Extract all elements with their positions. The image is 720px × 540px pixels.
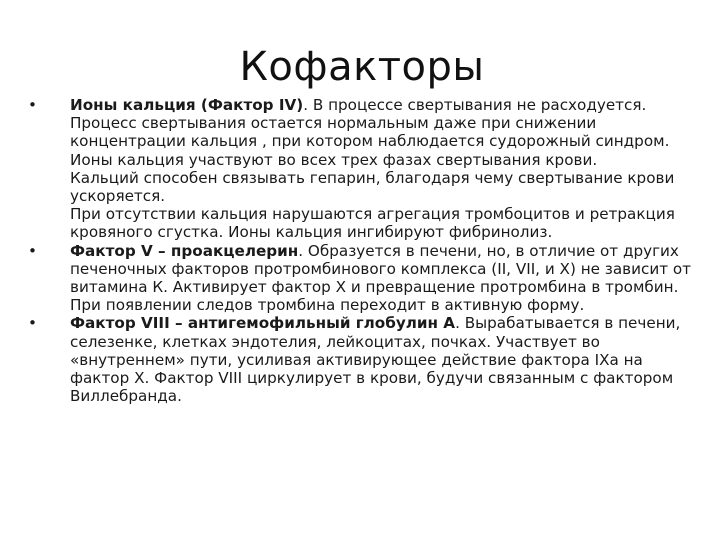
bullet-heading: Ионы кальция (Фактор IV) — [70, 96, 304, 114]
bullet-marker: • — [28, 241, 37, 260]
bullet-marker: • — [28, 96, 37, 114]
bullet-item-calcium — [28, 96, 692, 242]
bullet-marker: • — [28, 314, 37, 333]
bullet-extra-paragraph: Ионы кальция участвуют во всех трех фазах свертывания крови. — [70, 150, 598, 169]
bullet-item-factor-v — [28, 242, 692, 315]
bullet-text — [70, 96, 692, 151]
bullet-text — [70, 242, 692, 315]
bullet-item-factor-viii — [28, 314, 692, 405]
slide-body — [28, 96, 692, 405]
bullet-description: . Образуется в печени, но, в отличие от других печеночных факторов протромбинового комплекса (II, VII, и X) не зависит от витамина К. Активирует фактор Х и превращение протромбина в тромбин. При появлении следов тромбина переходит в активную форму. — [70, 241, 692, 315]
bullet-extra-paragraph: Кальций способен связывать гепарин, благодаря чему свертывание крови ускоряется. — [70, 168, 675, 206]
bullet-description: . В процессе свертывания не расходуется. Процесс свертывания остается нормальным даже при снижении концентрации кальция , при котором наблюдается судорожный синдром. — [70, 96, 670, 151]
bullet-heading: Фактор VIII – антигемофильный глобулин А — [70, 314, 456, 333]
slide-title: Кофакторы — [239, 44, 485, 90]
bullet-extra-paragraph: При отсутствии кальция нарушаются агрегация тромбоцитов и ретракция кровяного сгустка. Ионы кальция ингибируют фибринолиз. — [70, 205, 675, 242]
bullet-description: . Вырабатывается в печени, селезенке, клетках эндотелия, лейкоцитах, почках. Участвует во «внутреннем» пути, усиливая активирующее действие фактора IXa на фактор X. Фактор VIII циркулирует в крови, будучи связанным с фактором Виллебранда. — [70, 314, 681, 406]
bullet-heading: Фактор V – проакцелерин — [70, 241, 299, 260]
bullet-text — [70, 314, 692, 405]
